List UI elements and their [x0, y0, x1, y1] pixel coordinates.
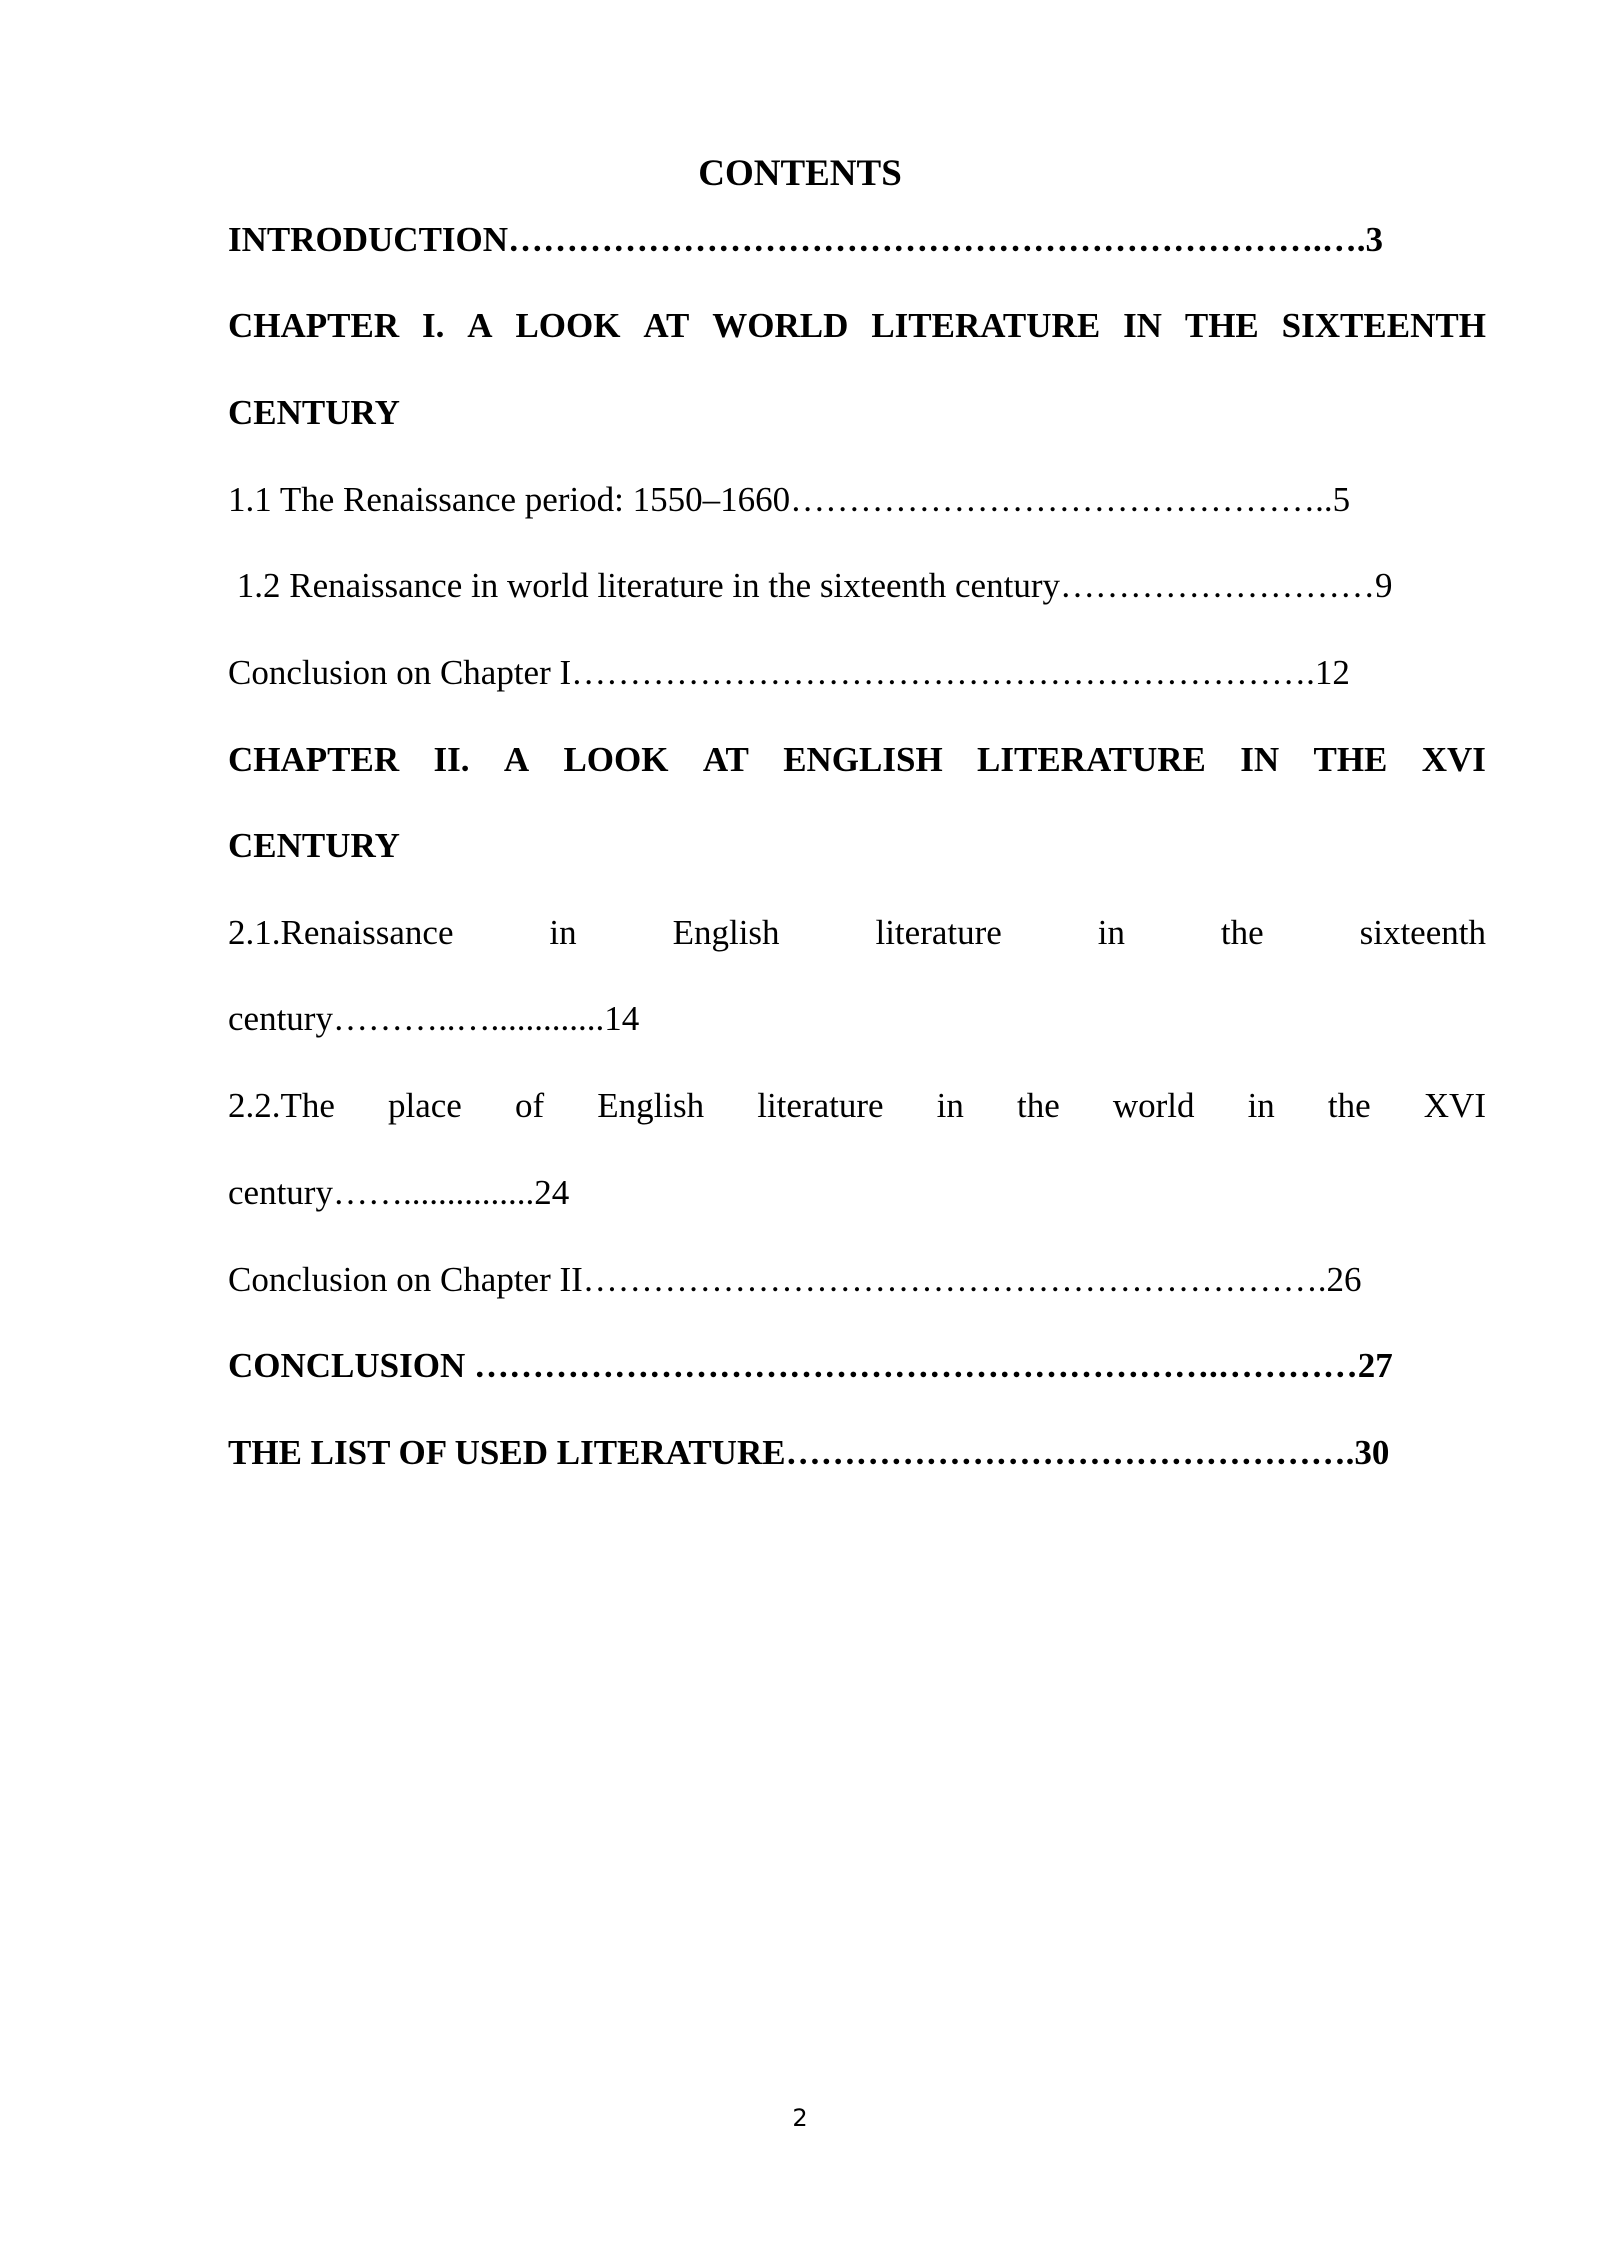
- word: I.: [422, 306, 445, 345]
- word: SIXTEENTH: [1281, 306, 1486, 345]
- toc-section-2-2-line2: century……...............24: [228, 1173, 570, 1212]
- toc-chapter1-heading-line1: [228, 304, 1486, 348]
- word: LITERATURE: [977, 740, 1206, 779]
- word: in: [1097, 913, 1125, 952]
- word: XVI: [1421, 740, 1486, 779]
- word: in: [1247, 1086, 1275, 1125]
- word: English: [672, 913, 780, 952]
- toc-introduction: INTRODUCTION…………………………………………………………….….3: [228, 220, 1384, 259]
- word: A: [503, 740, 530, 779]
- word: 2.1.Renaissance: [228, 913, 454, 952]
- word: in: [549, 913, 577, 952]
- word: in: [936, 1086, 964, 1125]
- word: AT: [702, 740, 749, 779]
- word: the: [1016, 1086, 1060, 1125]
- word: II.: [433, 740, 470, 779]
- word: place: [388, 1086, 462, 1125]
- toc-chapter1-heading-line2: CENTURY: [228, 393, 400, 432]
- page-number: 2: [792, 2104, 808, 2132]
- word: CHAPTER: [228, 740, 400, 779]
- toc-chapter2-heading-line2: CENTURY: [228, 826, 400, 865]
- word: CHAPTER: [228, 306, 400, 345]
- word: A: [467, 306, 493, 345]
- toc-section-1-2: 1.2 Renaissance in world literature in the sixteenth century………………………9: [228, 566, 1393, 605]
- word: IN: [1123, 306, 1162, 345]
- word: English: [597, 1086, 705, 1125]
- toc-conclusion-chapter2: Conclusion on Chapter II……………………………………………………….26: [228, 1260, 1362, 1299]
- toc-section-1-1: 1.1 The Renaissance period: 1550–1660………………………………………..5: [228, 480, 1351, 519]
- word: THE: [1313, 740, 1388, 779]
- toc-used-literature: THE LIST OF USED LITERATURE………………………………………….30: [228, 1433, 1390, 1472]
- word: world: [1112, 1086, 1195, 1125]
- word: WORLD: [712, 306, 849, 345]
- toc-conclusion: CONCLUSION ……………………………………………………….…………27: [228, 1346, 1393, 1385]
- word: AT: [643, 306, 690, 345]
- word: literature: [875, 913, 1002, 952]
- word: the: [1327, 1086, 1371, 1125]
- word: literature: [757, 1086, 884, 1125]
- word: sixteenth: [1359, 913, 1486, 952]
- word: of: [514, 1086, 545, 1125]
- word: THE: [1184, 306, 1259, 345]
- toc-conclusion-chapter1: Conclusion on Chapter I……………………………………………………….12: [228, 653, 1350, 692]
- toc-section-2-1-line2: century………..….............14: [228, 999, 640, 1038]
- contents-title: CONTENTS: [698, 153, 902, 194]
- word: 2.2.The: [228, 1086, 335, 1125]
- word: LOOK: [563, 740, 669, 779]
- word: IN: [1240, 740, 1280, 779]
- word: the: [1220, 913, 1264, 952]
- word: ENGLISH: [783, 740, 943, 779]
- word: LITERATURE: [871, 306, 1101, 345]
- word: LOOK: [515, 306, 621, 345]
- toc-section-2-1-line1: [228, 911, 1486, 955]
- word: XVI: [1423, 1086, 1486, 1125]
- toc-chapter2-heading-line1: [228, 738, 1486, 782]
- toc-section-2-2-line1: [228, 1084, 1486, 1128]
